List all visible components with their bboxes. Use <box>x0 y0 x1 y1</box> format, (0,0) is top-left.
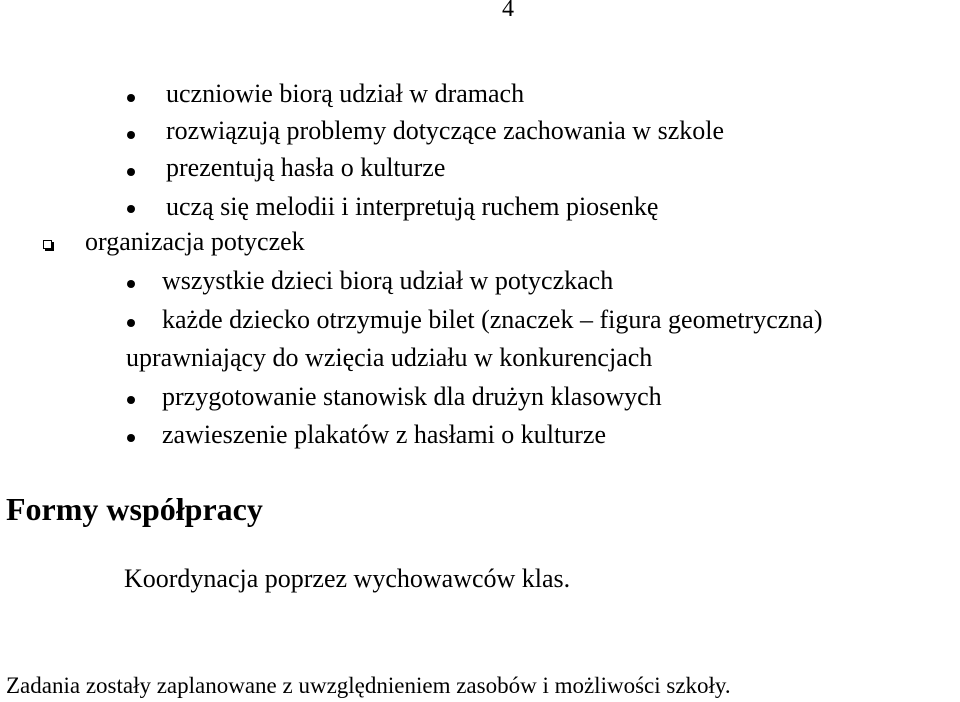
section-title: organizacja potyczek <box>85 227 305 256</box>
list-item: uczniowie biorą udział w dramach <box>166 79 525 108</box>
list-item: przygotowanie stanowisk dla drużyn klasowych <box>162 382 662 411</box>
list-item: uczą się melodii i interpretują ruchem piosenkę <box>166 192 659 221</box>
list-item: prezentują hasła o kulturze <box>166 153 446 182</box>
list-item: każde dziecko otrzymuje bilet (znaczek – figura geometryczna) <box>162 305 823 334</box>
footer-note: Zadania zostały zaplanowane z uwzględnieniem zasobów i możliwości szkoły. <box>6 673 731 698</box>
page-number: 4 <box>502 0 514 22</box>
bullet-dot-icon <box>127 168 135 176</box>
forms-heading: Formy współpracy <box>6 491 263 527</box>
square-bullet-icon <box>43 240 52 249</box>
bullet-dot-icon <box>127 94 135 102</box>
bullet-dot-icon <box>127 396 135 404</box>
bullet-dot-icon <box>127 319 135 327</box>
bullet-dot-icon <box>127 434 135 442</box>
list-item: wszystkie dzieci biorą udział w potyczkach <box>162 266 614 295</box>
bullet-dot-icon <box>127 205 135 213</box>
bullet-dot-icon <box>127 131 135 139</box>
forms-text: Koordynacja poprzez wychowawców klas. <box>124 564 571 593</box>
list-item: rozwiązują problemy dotyczące zachowania w szkole <box>166 116 725 145</box>
bullet-dot-icon <box>127 280 135 288</box>
list-item: zawieszenie plakatów z hasłami o kulturze <box>162 420 606 449</box>
list-item-continuation: uprawniający do wzięcia udziału w konkurencjach <box>126 343 653 372</box>
